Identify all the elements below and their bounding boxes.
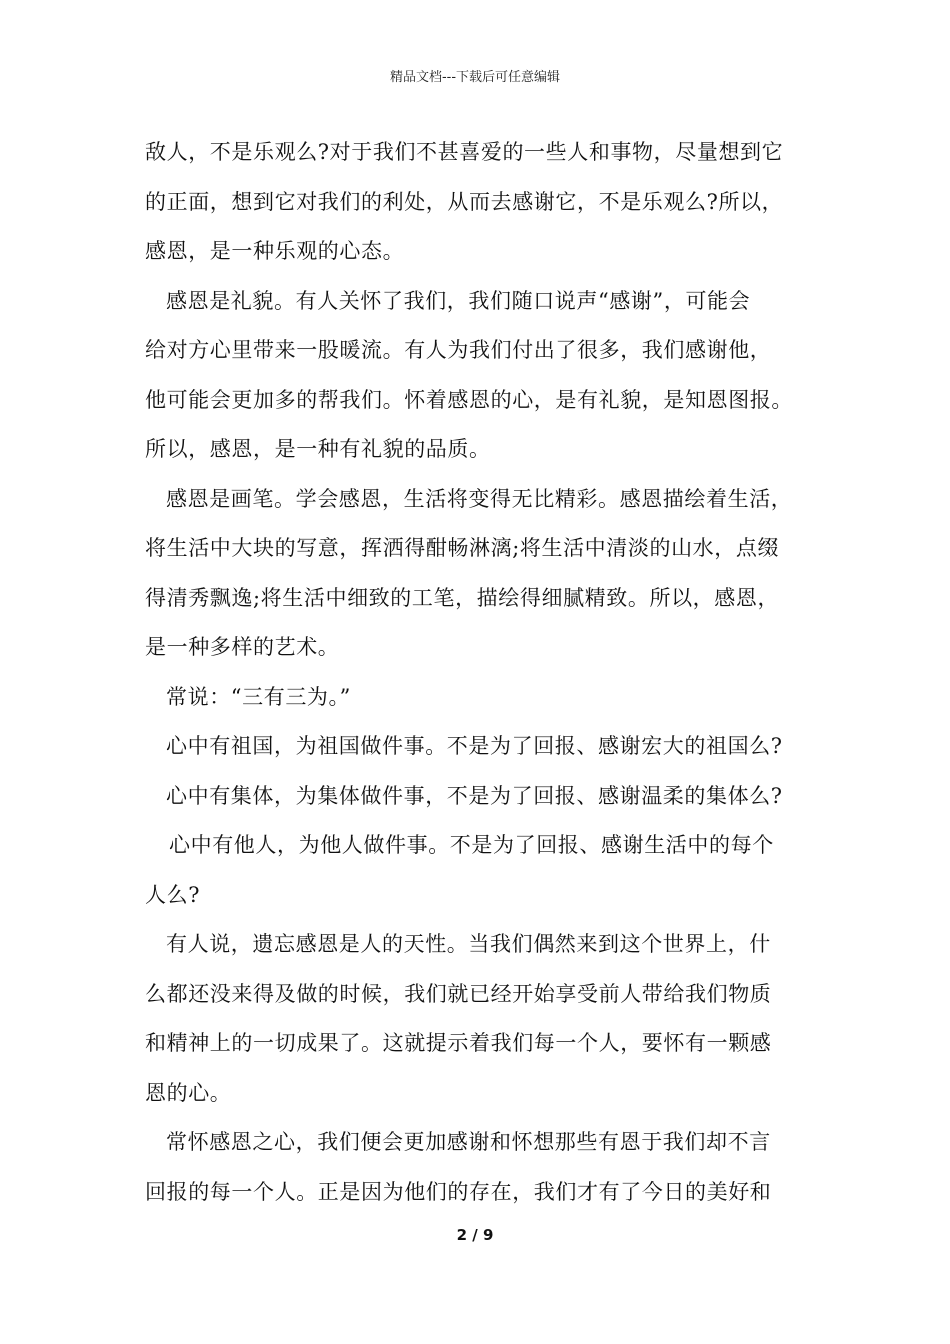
text-line: 所以，感恩，是一种有礼貌的品质。 xyxy=(145,437,491,461)
text-line: 得清秀飘逸;将生活中细致的工笔，描绘得细腻精致。所以，感恩， xyxy=(145,585,780,610)
text-line: 常怀感恩之心，我们便会更加感谢和怀想那些有恩于我们却不言 xyxy=(166,1130,771,1154)
text-line: 有人说，遗忘感恩是人的天性。当我们偶然来到这个世界上，什 xyxy=(166,932,771,956)
text-line: 感恩，是一种乐观的心态。 xyxy=(145,239,405,263)
text-line: 人么? xyxy=(145,882,201,907)
text-line: 他可能会更加多的帮我们。怀着感恩的心，是有礼貌，是知恩图报。 xyxy=(145,387,793,412)
text-line: 心中有他人，为他人做件事。不是为了回报、感谢生活中的每个 xyxy=(169,833,774,857)
text-line: 的正面，想到它对我们的利处，从而去感谢它，不是乐观么?所以， xyxy=(145,189,784,214)
text-line: 恩的心。 xyxy=(145,1080,232,1105)
text-line: 给对方心里带来一股暖流。有人为我们付出了很多，我们感谢他， xyxy=(145,338,772,362)
text-line: 敌人，不是乐观么?对于我们不甚喜爱的一些人和事物，尽量想到它 xyxy=(145,140,784,164)
text-line: 感恩是画笔。学会感恩，生活将变得无比精彩。感恩描绘着生活， xyxy=(166,486,793,511)
document-body xyxy=(145,128,825,1217)
text-line: 常说：“三有三为。” xyxy=(166,684,351,709)
text-line: 回报的每一个人。正是因为他们的存在，我们才有了今日的美好和 xyxy=(145,1179,772,1204)
text-line: 心中有祖国，为祖国做件事。不是为了回报、感谢宏大的祖国么? xyxy=(166,734,783,758)
text-line: 么都还没来得及做的时候，我们就已经开始享受前人带给我们物质 xyxy=(145,981,772,1006)
text-line: 心中有集体，为集体做件事，不是为了回报、感谢温柔的集体么? xyxy=(166,783,783,808)
page-header: 精品文档---下载后可任意编辑 xyxy=(389,70,561,85)
page-number: 2 / 9 xyxy=(456,1226,494,1244)
text-line: 将生活中大块的写意，挥洒得酣畅淋漓;将生活中清淡的山水，点缀 xyxy=(145,536,780,560)
text-line: 是一种多样的艺术。 xyxy=(145,635,340,659)
text-line: 和精神上的一切成果了。这就提示着我们每一个人，要怀有一颗感 xyxy=(145,1031,772,1055)
text-line: 感恩是礼貌。有人关怀了我们，我们随口说声“感谢”，可能会 xyxy=(166,288,751,313)
